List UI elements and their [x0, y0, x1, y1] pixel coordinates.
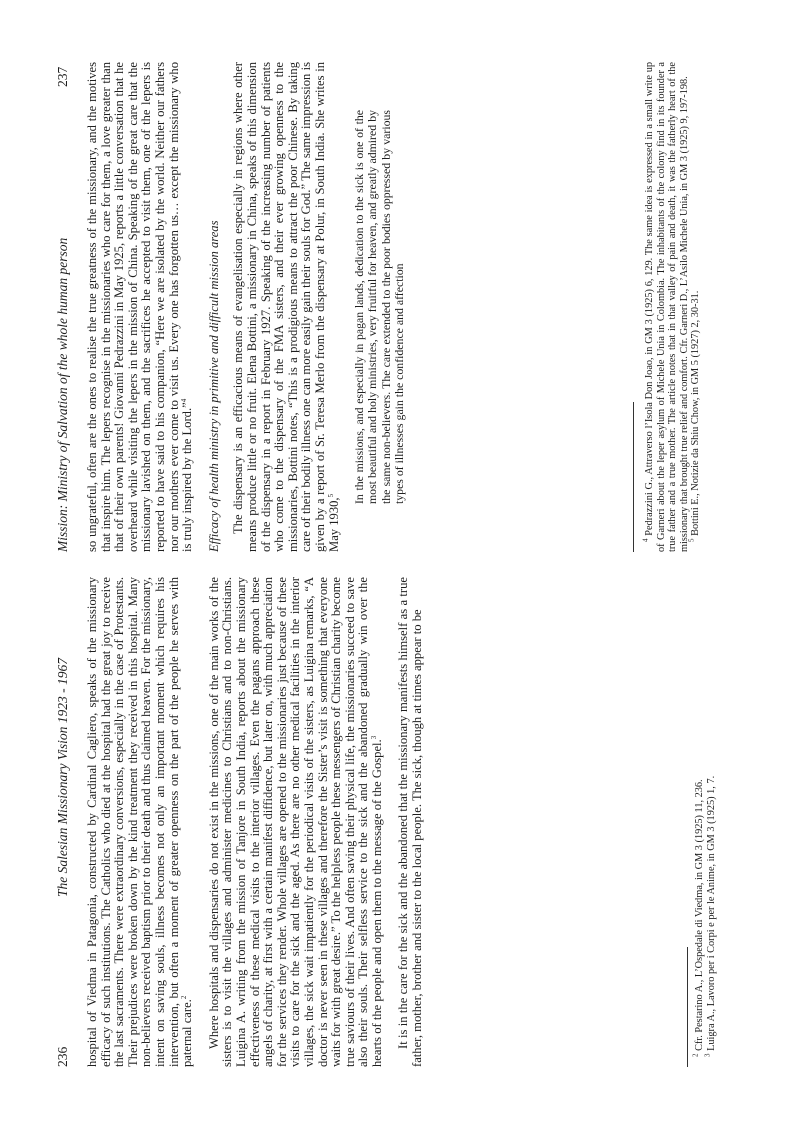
page-number: 237 — [55, 66, 70, 87]
footnote: $^5$ Bottini E., Notizie da Shiu Chow, in GM 5 (1927) 2, 30-31. — [687, 290, 702, 542]
footnote-ref: 2 — [179, 995, 188, 1000]
footnote: $^2$ Cfr. Pestarino A., L’Ospedale di Viedma, in GM 3 (1925) 11, 236. — [691, 779, 705, 1057]
paragraph: The dispensary is an efficacious means of evangelisation especially in regions where other means produce little or no fruit. Elena Bottini, a missionary in China, speaks of this dimension of the dispensary in a report in February 1927. Speaking of the increasing number of patients who come to the dispensary of the FMA sisters, and their ever growing openness to the missionaries, Bottini notes, “This is a prodigious means to attract the poor Chinese. By taking care of their bodily illness one can more easily gain their souls for God.” The same impression is given by a report of Sr. Teresa Merlo from the dispensary at Polur, in South India. She writes in May 1930,$^5$ — [231, 62, 341, 552]
footnote: $^3$ Luigra A., Lavoro per i Corpi e per le Anime, in GM 3 (1925) 1, 7. — [703, 775, 717, 1057]
paragraph: hospital of Viedma in Patagonia, constructed by Cardinal Cagliero, speaks of the missionary efficacy of such institutions. The Catholics who died at the hospital had the great joy to receive the last sacraments. There were extraordinary conversions, especially in the case of Protestants. Their prejudices were broken down by the kind treatment they received in this hospital. Many non-believers received baptism prior to their death and thus claimed heaven. For the missionary, intent on saving souls, illness becomes not only an important moment which requires his intervention, but often a moment of greater openness on the part of the people he serves with paternal care.$^2$ — [85, 577, 195, 1067]
footnote-ref: 3 — [369, 735, 378, 740]
footnote-ref: 5 — [326, 493, 335, 498]
footnote: $^4$ Pedrazzini G., Attraverso l’Isola Don Joao, in GM 3 (1925) 6, 129. The same idea is expressed in a small write up of Garneri about the leper asylum of Michele Unia in Colombia. The inhabitants of the colony find in its founder a true father and a true mother. The article notes that in that valley of pain and death, it was the fatherly heart of the missionary that brought true relief and comfort. Cfr. Garneri D., L’Asilo Michele Unia, in GM 3 (1925) 9, 197-198. — [641, 61, 690, 552]
left-page — [0, 562, 793, 1123]
running-head: Mission: Ministry of Salvation of the whole human person — [55, 237, 70, 552]
footnotes — [691, 577, 717, 1067]
paragraph: Where hospitals and dispensaries do not exist in the missions, one of the main works of the sisters is to visit the villages and administer medicines to Christians and to non-Christians. Luigina A. writing from the mission of Tanjore in South India, reports about the missionary effectiveness of these medical visits to the interior villages. Even the pagans approach these angels of charity, at first with a certain manifest diffidence, but later on, with much appreciation for the services they render. Whole villages are opened to the missionaries just because of these visits to care for the sick and the aged. As there are no other medical facilities in the interior villages, the sick wait impatiently for the periodical visits of the sisters, as Luigina remarks, “A doctor is never seen in these villages and therefore the Sister’s visit is something that everyone waits for with great desire.” To the helpless people these messengers of Christian charity become true saviours of their lives. And often saving their physical life, the missionaries succeed to save also their souls. Their selfless service to the sick and the abandoned gradually win over the hearts of the people and open them to the message of the Gospel.$^3$ — [206, 577, 384, 1067]
section-heading: Efficacy of health ministry in primitive and difficult mission areas — [206, 220, 221, 552]
block-quote: In the missions, and especially in pagan lands, dedication to the sick is one of the most beautiful and holy ministries, very fruitful for heaven, and greatly admired by the same non-believers. The care extended to the poor bodies oppressed by various types of illnesses gain the confidence and affection — [352, 110, 406, 504]
body-text — [86, 577, 425, 1067]
footnotes — [641, 61, 702, 552]
page-number: 236 — [55, 1046, 70, 1067]
body-text — [86, 62, 406, 552]
footnote-rule — [687, 947, 688, 1067]
footnote-ref: 4 — [179, 398, 188, 403]
paragraph: It is in the care for the sick and the abandoned that the missionary manifests himself as a true father, mother, brother and sister to the local people. The sick, though at times appear to be — [396, 577, 425, 1067]
running-head: The Salesian Missionary Vision 1923 - 1967 — [55, 658, 70, 897]
paragraph: so ungrateful, often are the ones to realise the true greatness of the missionary, and the motives that inspire him. The lepers recognise in the missionaries who care for them, a love greater than that of their own parents! Giovanni Pedrazzini in May 1925, reports a little conversation that he overheard while visiting the lepers in the mission of China. Speaking of the great care that the missionary lavished on them, and the sacrifices he accepted to visit them, one of the lepers is reported to have said to his companion, “Here we are isolated by the world. Neither our fathers nor our mothers ever come to visit us. Every one has forgotten us… except the missionary who is truly inspired by the Lord.”$^4$ — [85, 62, 195, 552]
footnote-rule — [633, 402, 634, 552]
